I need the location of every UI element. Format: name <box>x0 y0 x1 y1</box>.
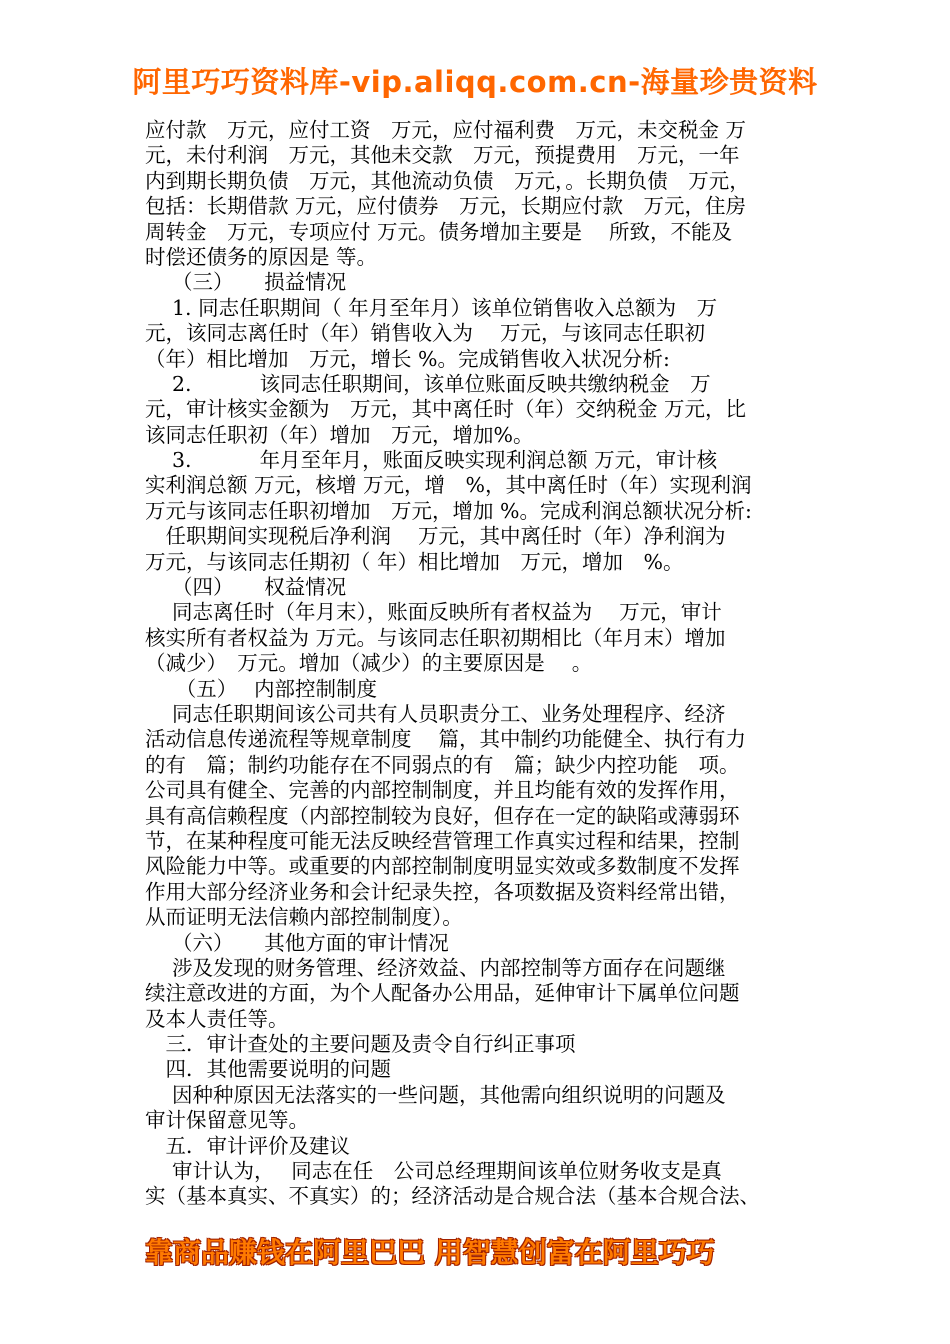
body-text-line: 活动信息传递流程等规章制度 篇，其中制约功能健全、执行有力 <box>145 727 747 752</box>
body-text-line: 公司具有健全、完善的内部控制制度，并且均能有效的发挥作用， <box>145 778 740 803</box>
body-text-line: 因种种原因无法落实的一些问题，其他需向组织说明的问题及 <box>145 1082 726 1107</box>
body-text-line: 万元与该同志任职初增加 万元，增加 %。完成利润总额状况分析: <box>145 498 752 523</box>
body-text-line: 续注意改进的方面，为个人配备办公用品，延伸审计下属单位问题 <box>145 981 740 1006</box>
body-text-line: 三．审计查处的主要问题及责令自行纠正事项 <box>145 1032 576 1057</box>
body-text-line: 同志任职期间该公司共有人员职责分工、业务处理程序、经济 <box>145 701 726 726</box>
body-text-line: 五．审计评价及建议 <box>145 1133 350 1158</box>
body-text-line: 任职期间实现税后净利润 万元，其中离任时（年）净利润为 <box>145 524 726 549</box>
body-text-line: 元，审计核实金额为 万元，其中离任时（年）交纳税金 万元，比 <box>145 397 747 422</box>
body-text-line: 具有高信赖程度（内部控制较为良好，但存在一定的缺陷或薄弱环 <box>145 803 740 828</box>
body-text-line: 风险能力中等。或重要的内部控制制度明显实效或多数制度不发挥 <box>145 854 740 879</box>
body-text-line: 的有 篇；制约功能存在不同弱点的有 篇；缺少内控功能 项。 <box>145 752 740 777</box>
document-body <box>145 118 813 1210</box>
body-text-line: 万元，与该同志任期初（ 年）相比增加 万元，增加 %。 <box>145 549 684 574</box>
body-text-line: 该同志任职初（年）增加 万元，增加%。 <box>145 422 534 447</box>
body-text-line: 1. 同志任职期间（ 年月至年月）该单位销售收入总额为 万 <box>145 295 718 320</box>
body-text-line: 涉及发现的财务管理、经济效益、内部控制等方面存在问题继 <box>145 955 726 980</box>
body-text-line: （年）相比增加 万元，增长 %。完成销售收入状况分析: <box>145 346 670 371</box>
body-text-line: 包括：长期借款 万元，应付债券 万元，长期应付款 万元，住房 <box>145 194 747 219</box>
body-text-line: 核实所有者权益为 万元。与该同志任职初期相比（年月末）增加 <box>145 625 726 650</box>
body-text-line: （六） 其他方面的审计情况 <box>145 930 449 955</box>
body-text-line: 时偿还债务的原因是 等。 <box>145 244 378 269</box>
body-text-line: 3. 年月至年月，账面反映实现利润总额 万元，审计核 <box>145 448 718 473</box>
body-text-line: 同志离任时（年月末），账面反映所有者权益为 万元，审计 <box>145 600 722 625</box>
body-text-line: 四．其他需要说明的问题 <box>145 1057 391 1082</box>
page-header-banner: 阿里巧巧资料库-vip.aliqq.com.cn-海量珍贵资料 <box>132 65 818 99</box>
body-text-line: 审计认为， 同志在任 公司总经理期间该单位财务收支是真 <box>145 1159 722 1184</box>
body-text-line: （四） 权益情况 <box>145 575 347 600</box>
body-text-line: 作用大部分经济业务和会计纪录失控，各项数据及资料经常出错， <box>145 879 740 904</box>
body-text-line: （减少） 万元。增加（减少）的主要原因是 。 <box>145 651 593 676</box>
body-text-line: 内到期长期负债 万元，其他流动负债 万元，。长期负债 万元， <box>145 168 750 193</box>
body-text-line: 元，该同志离任时（年）销售收入为 万元，与该同志任职初 <box>145 321 706 346</box>
body-text-line: （五） 内部控制制度 <box>145 676 378 701</box>
body-text-line: 实（基本真实、不真实）的；经济活动是合规合法（基本合规合法、 <box>145 1184 760 1209</box>
body-text-line: 2. 该同志任职期间，该单位账面反映共缴纳税金 万 <box>145 371 711 396</box>
body-text-line: 从而证明无法信赖内部控制制度）。 <box>145 905 463 930</box>
body-text-line: 周转金 万元，专项应付 万元。债务增加主要是 所致，不能及 <box>145 219 733 244</box>
body-text-line: 及本人责任等。 <box>145 1006 289 1031</box>
body-text-line: 元，未付利润 万元，其他未交款 万元，预提费用 万元，一年 <box>145 143 740 168</box>
body-text-line: 审计保留意见等。 <box>145 1108 309 1133</box>
page-footer-slogan: 靠商品赚钱在阿里巴巴 用智慧创富在阿里巧巧 <box>145 1236 715 1269</box>
body-text-line: 节，在某种程度可能无法反映经营管理工作真实过程和结果，控制 <box>145 828 740 853</box>
body-text-line: 应付款 万元，应付工资 万元，应付福利费 万元，未交税金 万 <box>145 118 747 142</box>
body-text-line: （三） 损益情况 <box>145 270 347 295</box>
body-text-line: 实利润总额 万元，核增 万元，增 %，其中离任时（年）实现利润 <box>145 473 752 498</box>
